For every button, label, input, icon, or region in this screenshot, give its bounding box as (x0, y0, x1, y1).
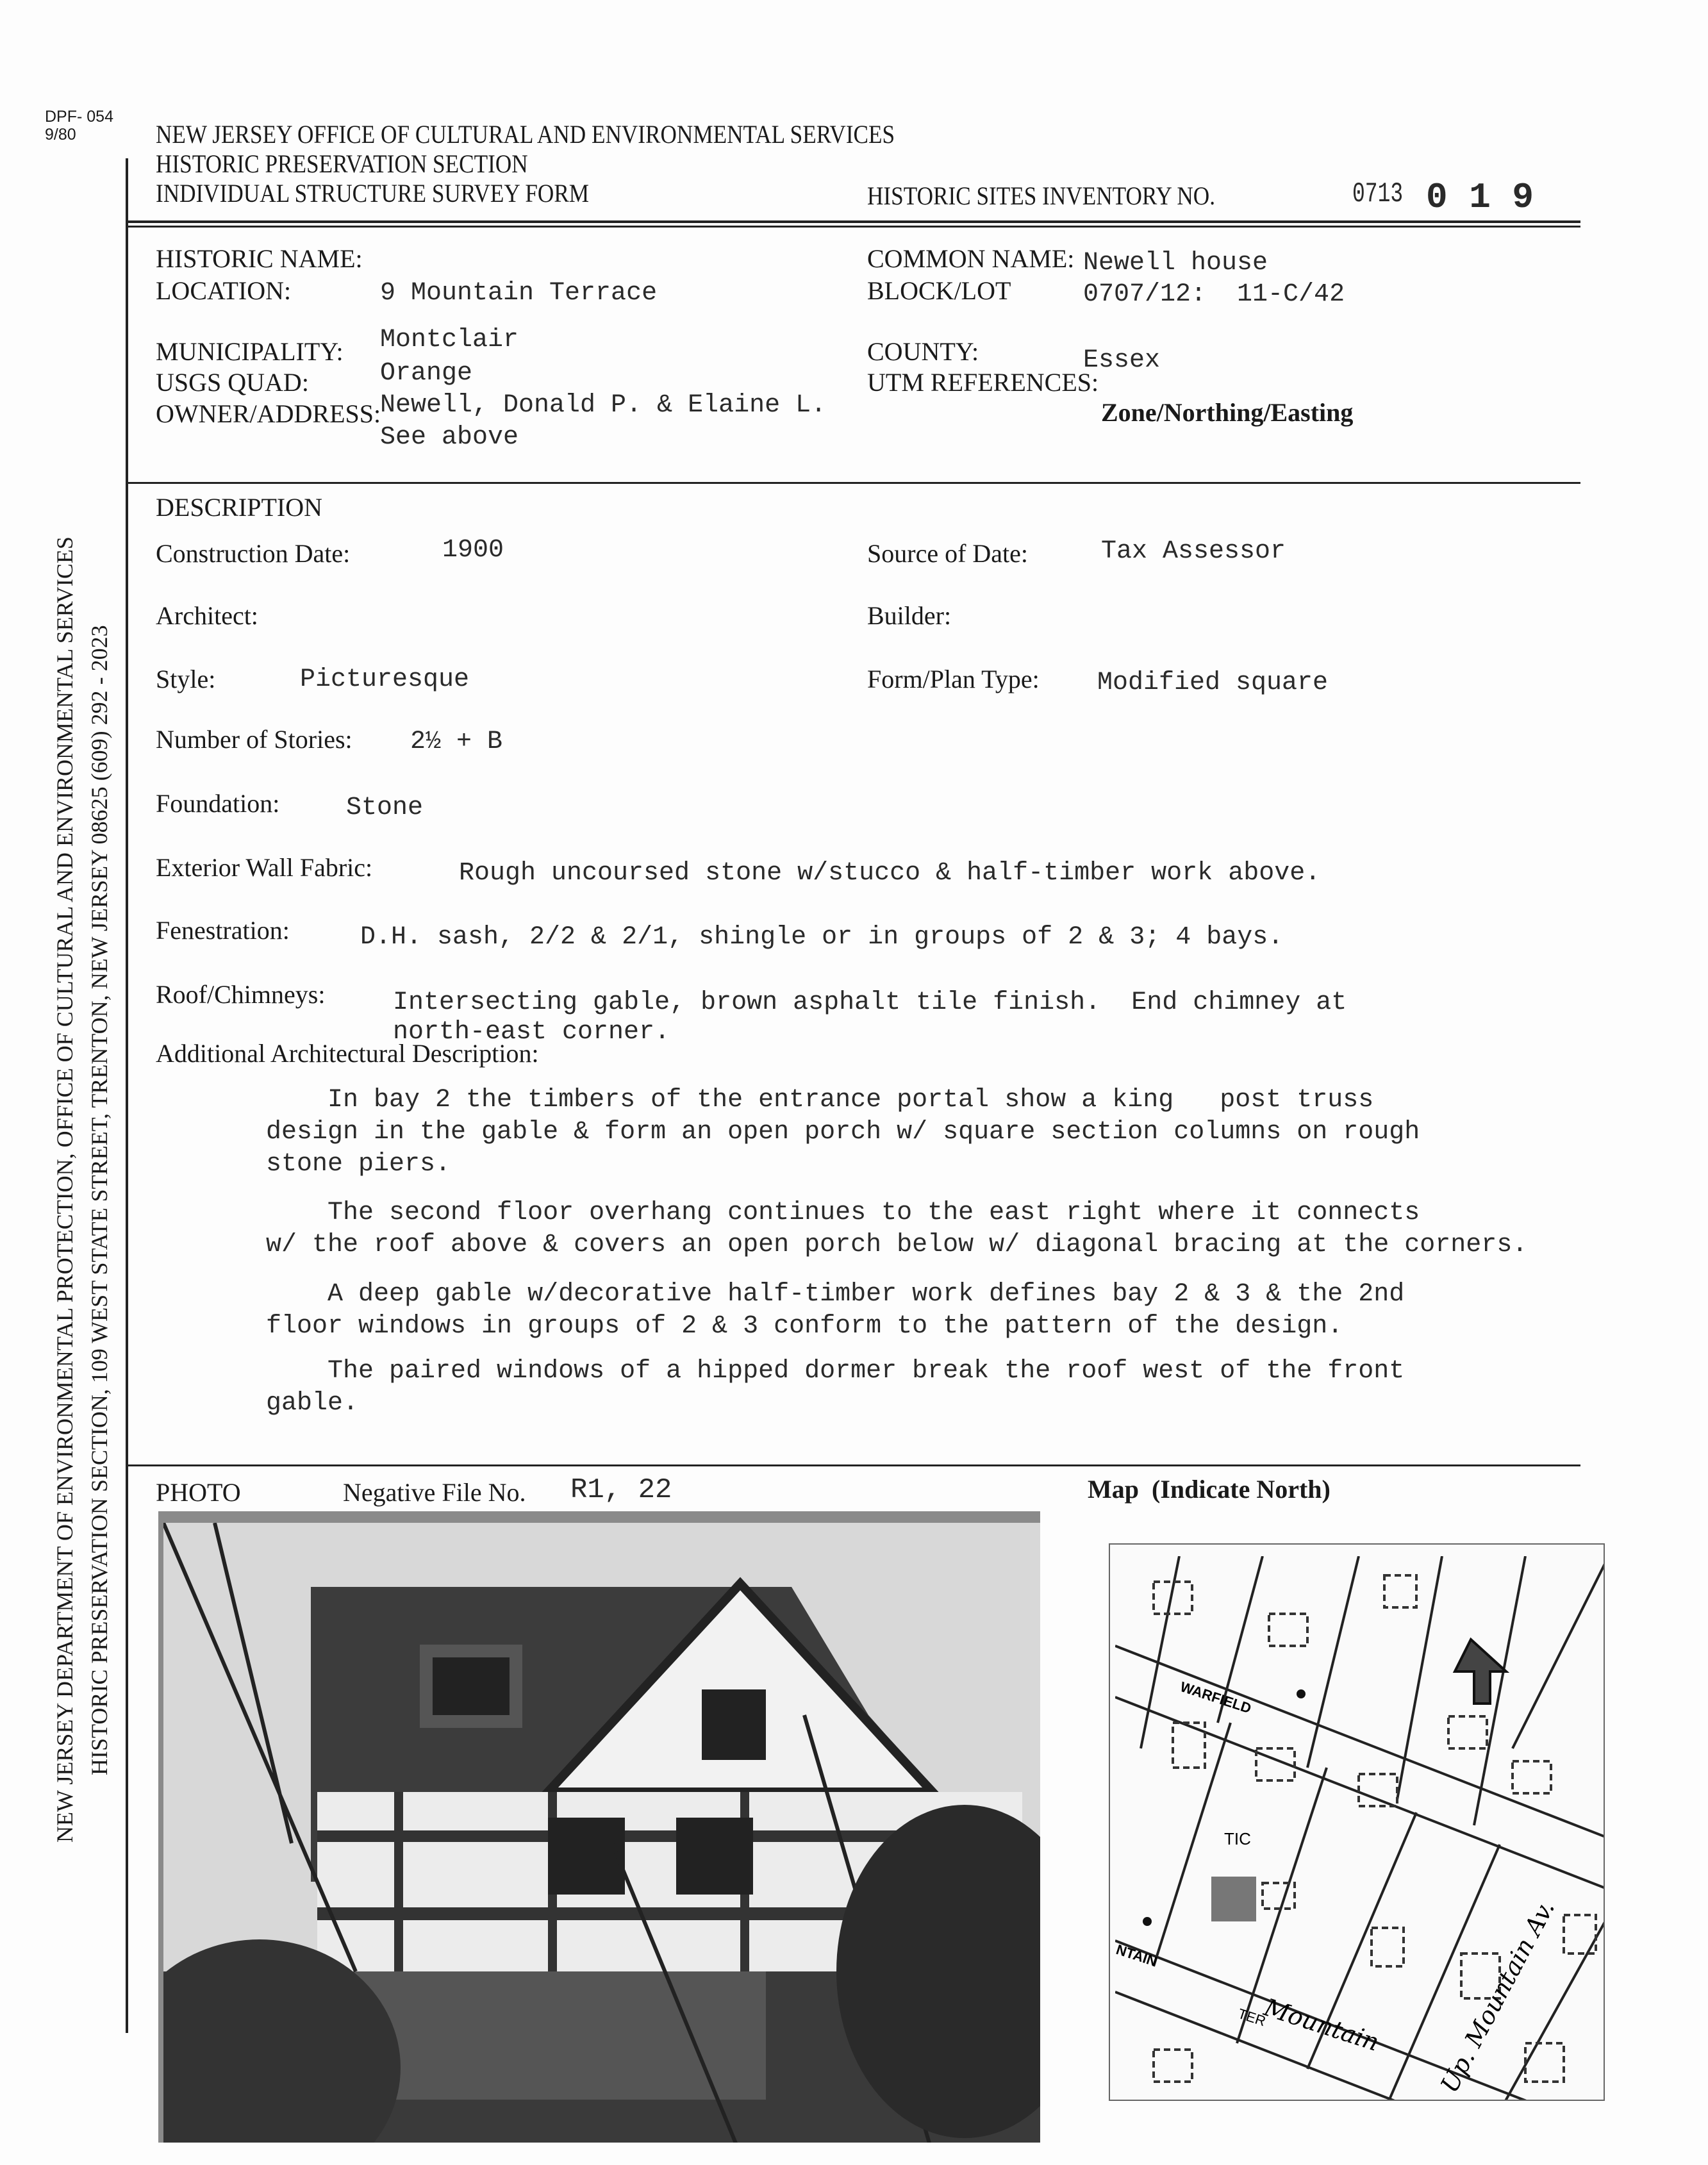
inventory-prefix: 0713 (1352, 178, 1404, 210)
form-title: INDIVIDUAL STRUCTURE SURVEY FORM (156, 179, 590, 208)
form-date: 9/80 (45, 126, 76, 144)
map-handwritten-mountain: Mountain (1261, 1993, 1383, 2057)
roof-value-line1: Intersecting gable, brown asphalt tile finish. End chimney at (393, 988, 1347, 1017)
construction-date-value: 1900 (442, 536, 504, 565)
roof-value-line2: north-east corner. (393, 1018, 670, 1047)
construction-date-label: Construction Date: (156, 539, 351, 568)
negative-number: R1, 22 (570, 1474, 672, 1506)
photo-divider (127, 1464, 1580, 1466)
paragraph-line: stone piers. (266, 1150, 451, 1179)
style-label: Style: (156, 665, 216, 693)
source-value: Tax Assessor (1101, 537, 1286, 566)
map-handwritten-up-mountain-av: Up. Mountain Av. (1435, 1895, 1561, 2098)
architect-label: Architect: (156, 601, 258, 630)
paragraph-3 (266, 1279, 1404, 1343)
map-label-tic: TIC (1224, 1829, 1251, 1848)
wall-value: Rough uncoursed stone w/stucco & half-timber work above. (459, 859, 1321, 888)
address-value: See above (380, 423, 519, 452)
paragraph-line: The second floor overhang continues to the east right where it connects (266, 1199, 1420, 1227)
owner-label: OWNER/ADDRESS: (156, 399, 381, 428)
common-name-label: COMMON NAME: (867, 244, 1075, 273)
paragraph-line: A deep gable w/decorative half-timber work defines bay 2 & 3 & the 2nd (266, 1280, 1405, 1309)
map-label: Map (Indicate North) (1088, 1475, 1331, 1504)
map-street-warfield: WARFIELD (1178, 1678, 1254, 1717)
paragraph-2 (266, 1197, 1527, 1261)
utm-subheading: Zone/Northing/Easting (1101, 398, 1354, 427)
county-label: COUNTY: (867, 337, 979, 366)
source-label: Source of Date: (867, 539, 1029, 568)
side-text-department: NEW JERSEY DEPARTMENT OF ENVIRONMENTAL PROTECTION, OFFICE OF CULTURAL AND ENVIRONMENTAL SERVICES (52, 536, 78, 1843)
header-line1: NEW JERSEY OFFICE OF CULTURAL AND ENVIRONMENTAL SERVICES (156, 120, 895, 149)
paragraph-line: gable. (266, 1389, 359, 1418)
form-value: Modified square (1097, 668, 1329, 697)
usgs-quad-value: Orange (380, 359, 473, 388)
description-heading: DESCRIPTION (156, 493, 323, 522)
location-map (1109, 1543, 1605, 2101)
location-value: 9 Mountain Terrace (380, 279, 658, 308)
form-code (45, 108, 113, 144)
paragraph-4 (266, 1356, 1404, 1420)
utm-label: UTM REFERENCES: (867, 368, 1099, 397)
double-rule-top (127, 220, 1580, 223)
stories-label: Number of Stories: (156, 725, 352, 754)
common-name-value: Newell house (1083, 249, 1268, 278)
historic-name-label: HISTORIC NAME: (156, 244, 363, 273)
fenestration-label: Fenestration: (156, 916, 290, 945)
wall-label: Exterior Wall Fabric: (156, 853, 373, 882)
location-label: LOCATION: (156, 276, 292, 305)
inventory-label: HISTORIC SITES INVENTORY NO. (867, 181, 1216, 210)
paragraph-line: floor windows in groups of 2 & 3 conform to the pattern of the design. (266, 1312, 1343, 1341)
section-divider (127, 482, 1580, 484)
side-text-address: HISTORIC PRESERVATION SECTION, 109 WEST STATE STREET, TRENTON, NEW JERSEY 08625 (609) 292 - 2023 (87, 625, 112, 1775)
map-street-mountain: NTAIN (1115, 1941, 1159, 1970)
roof-label: Roof/Chimneys: (156, 980, 326, 1009)
additional-description-label: Additional Architectural Description: (156, 1039, 539, 1068)
map-drawing (1115, 1556, 1605, 2101)
fenestration-value: D.H. sash, 2/2 & 2/1, shingle or in groups of 2 & 3; 4 bays. (360, 923, 1284, 952)
paragraph-1 (266, 1084, 1420, 1181)
inventory-number: 0 1 9 (1426, 177, 1534, 218)
left-margin-line (126, 158, 128, 2033)
paragraph-line: design in the gable & form an open porch w/ square section columns on rough (266, 1118, 1420, 1147)
form-code-text: DPF- 054 (45, 108, 113, 126)
block-lot-label: BLOCK/LOT (867, 276, 1011, 305)
stories-value: 2½ + B (410, 727, 503, 756)
house-photo (158, 1511, 1040, 2143)
negative-label: Negative File No. (343, 1478, 526, 1507)
paragraph-line: w/ the roof above & covers an open porch below w/ diagonal bracing at the corners. (266, 1231, 1528, 1259)
foundation-label: Foundation: (156, 789, 280, 818)
foundation-value: Stone (346, 793, 424, 822)
house-photo-image (163, 1523, 1040, 2143)
map-street-ter: TER (1236, 2005, 1268, 2030)
municipality-value: Montclair (380, 326, 519, 354)
municipality-label: MUNICIPALITY: (156, 337, 344, 366)
paragraph-line: In bay 2 the timbers of the entrance portal show a king post truss (266, 1086, 1374, 1115)
block-lot-value: 0707/12: 11-C/42 (1083, 280, 1345, 309)
county-value: Essex (1083, 346, 1161, 375)
photo-label: PHOTO (156, 1478, 241, 1507)
builder-label: Builder: (867, 601, 952, 630)
usgs-quad-label: USGS QUAD: (156, 368, 309, 397)
form-label: Form/Plan Type: (867, 665, 1040, 693)
double-rule-bottom (127, 226, 1580, 228)
header-line2: HISTORIC PRESERVATION SECTION (156, 149, 528, 178)
paragraph-line: The paired windows of a hipped dormer break the roof west of the front (266, 1357, 1405, 1386)
style-value: Picturesque (300, 665, 470, 694)
owner-value: Newell, Donald P. & Elaine L. (380, 391, 827, 420)
